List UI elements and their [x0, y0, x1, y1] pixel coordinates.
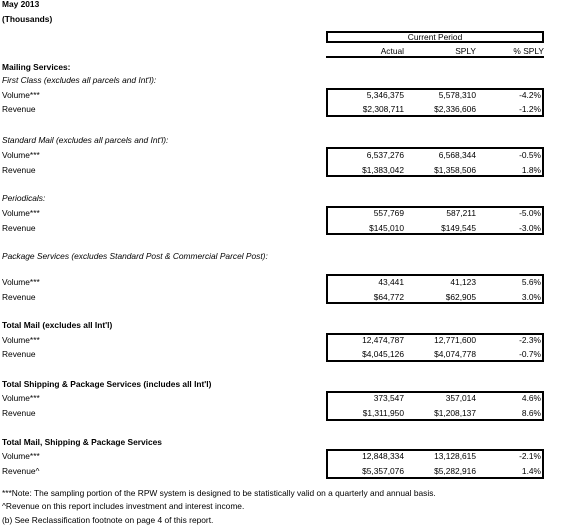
revenue-sply: $149,545 — [441, 223, 476, 233]
section-title: Package Services (excludes Standard Post & Commercial Parcel Post): — [2, 251, 268, 261]
volume-sply: 357,014 — [445, 393, 476, 403]
revenue-label: Revenue — [2, 292, 36, 302]
volume-sply: 5,578,310 — [438, 90, 476, 100]
revenue-pct: 1.8% — [521, 165, 541, 175]
mailing-services-title: Mailing Services: — [2, 62, 71, 72]
revenue-label: Revenue — [2, 165, 36, 175]
revenue-pct: -0.7% — [519, 349, 541, 359]
volume-pct: -2.1% — [519, 451, 541, 461]
current-period-header — [326, 31, 544, 43]
revenue-actual: $1,311,950 — [362, 408, 404, 418]
revenue-sply: $5,282,916 — [434, 466, 476, 476]
volume-label: Volume*** — [2, 393, 40, 403]
current-period-label: Current Period — [407, 32, 463, 42]
values-box — [326, 206, 544, 235]
col-pct-header: % SPLY — [513, 46, 544, 56]
revenue-sply: $1,358,506 — [434, 165, 476, 175]
volume-sply: 12,771,600 — [434, 335, 476, 345]
values-box — [326, 274, 544, 304]
volume-pct: -2.3% — [519, 335, 541, 345]
volume-pct: 5.6% — [521, 277, 541, 287]
volume-pct: 4.6% — [521, 393, 541, 403]
column-headers — [326, 44, 544, 58]
volume-actual: 12,474,787 — [362, 335, 404, 345]
volume-sply: 13,128,615 — [434, 451, 476, 461]
revenue-sply: $4,074,778 — [434, 349, 476, 359]
volume-label: Volume*** — [2, 150, 40, 160]
revenue-actual: $4,045,126 — [362, 349, 404, 359]
revenue-pct: 1.4% — [521, 466, 541, 476]
revenue-label: Revenue — [2, 223, 36, 233]
volume-sply: 41,123 — [450, 277, 476, 287]
volume-label: Volume*** — [2, 208, 40, 218]
volume-label: Volume*** — [2, 90, 40, 100]
report-units: (Thousands) — [2, 14, 53, 24]
revenue-label: Revenue — [2, 349, 36, 359]
volume-actual: 43,441 — [378, 277, 404, 287]
revenue-pct: 8.6% — [521, 408, 541, 418]
volume-label: Volume*** — [2, 335, 40, 345]
revenue-actual: $1,383,042 — [362, 165, 404, 175]
volume-pct: -0.5% — [519, 150, 541, 160]
section-title: First Class (excludes all parcels and Int'l): — [2, 75, 157, 85]
col-sply-header: SPLY — [455, 46, 476, 56]
revenue-actual: $64,772 — [373, 292, 404, 302]
footnote-reclassification: (b) See Reclassification footnote on page 4 of this report. — [2, 515, 214, 525]
revenue-sply: $2,336,606 — [434, 104, 476, 114]
revenue-pct: 3.0% — [521, 292, 541, 302]
revenue-actual: $5,357,076 — [362, 466, 404, 476]
section-title: Total Mail, Shipping & Package Services — [2, 437, 162, 447]
section-title: Standard Mail (excludes all parcels and Int'l): — [2, 135, 169, 145]
revenue-label: Revenue — [2, 408, 36, 418]
volume-label: Volume*** — [2, 451, 40, 461]
revenue-sply: $1,208,137 — [434, 408, 476, 418]
volume-sply: 6,568,344 — [438, 150, 476, 160]
volume-actual: 6,537,276 — [366, 150, 404, 160]
volume-actual: 12,848,334 — [362, 451, 404, 461]
revenue-label: Revenue^ — [2, 466, 40, 476]
footnote-revenue: ^Revenue on this report includes investment and interest income. — [2, 501, 245, 511]
revenue-actual: $2,308,711 — [362, 104, 404, 114]
volume-actual: 373,547 — [373, 393, 404, 403]
volume-actual: 5,346,375 — [366, 90, 404, 100]
volume-actual: 557,769 — [373, 208, 404, 218]
revenue-label: Revenue — [2, 104, 36, 114]
revenue-pct: -1.2% — [519, 104, 541, 114]
section-title: Total Mail (excludes all Int'l) — [2, 320, 113, 330]
revenue-pct: -3.0% — [519, 223, 541, 233]
revenue-actual: $145,010 — [369, 223, 404, 233]
col-actual-header: Actual — [380, 46, 404, 56]
volume-label: Volume*** — [2, 277, 40, 287]
section-title: Periodicals: — [2, 193, 46, 203]
volume-sply: 587,211 — [446, 208, 476, 218]
volume-pct: -5.0% — [519, 208, 541, 218]
section-title: Total Shipping & Package Services (includes all Int'l) — [2, 379, 212, 389]
report-month: May 2013 — [2, 0, 40, 9]
footnote-sampling: ***Note: The sampling portion of the RPW system is designed to be statistically valid on a quarterly and annual basis. — [2, 488, 436, 498]
revenue-sply: $62,905 — [445, 292, 476, 302]
volume-pct: -4.2% — [519, 90, 541, 100]
